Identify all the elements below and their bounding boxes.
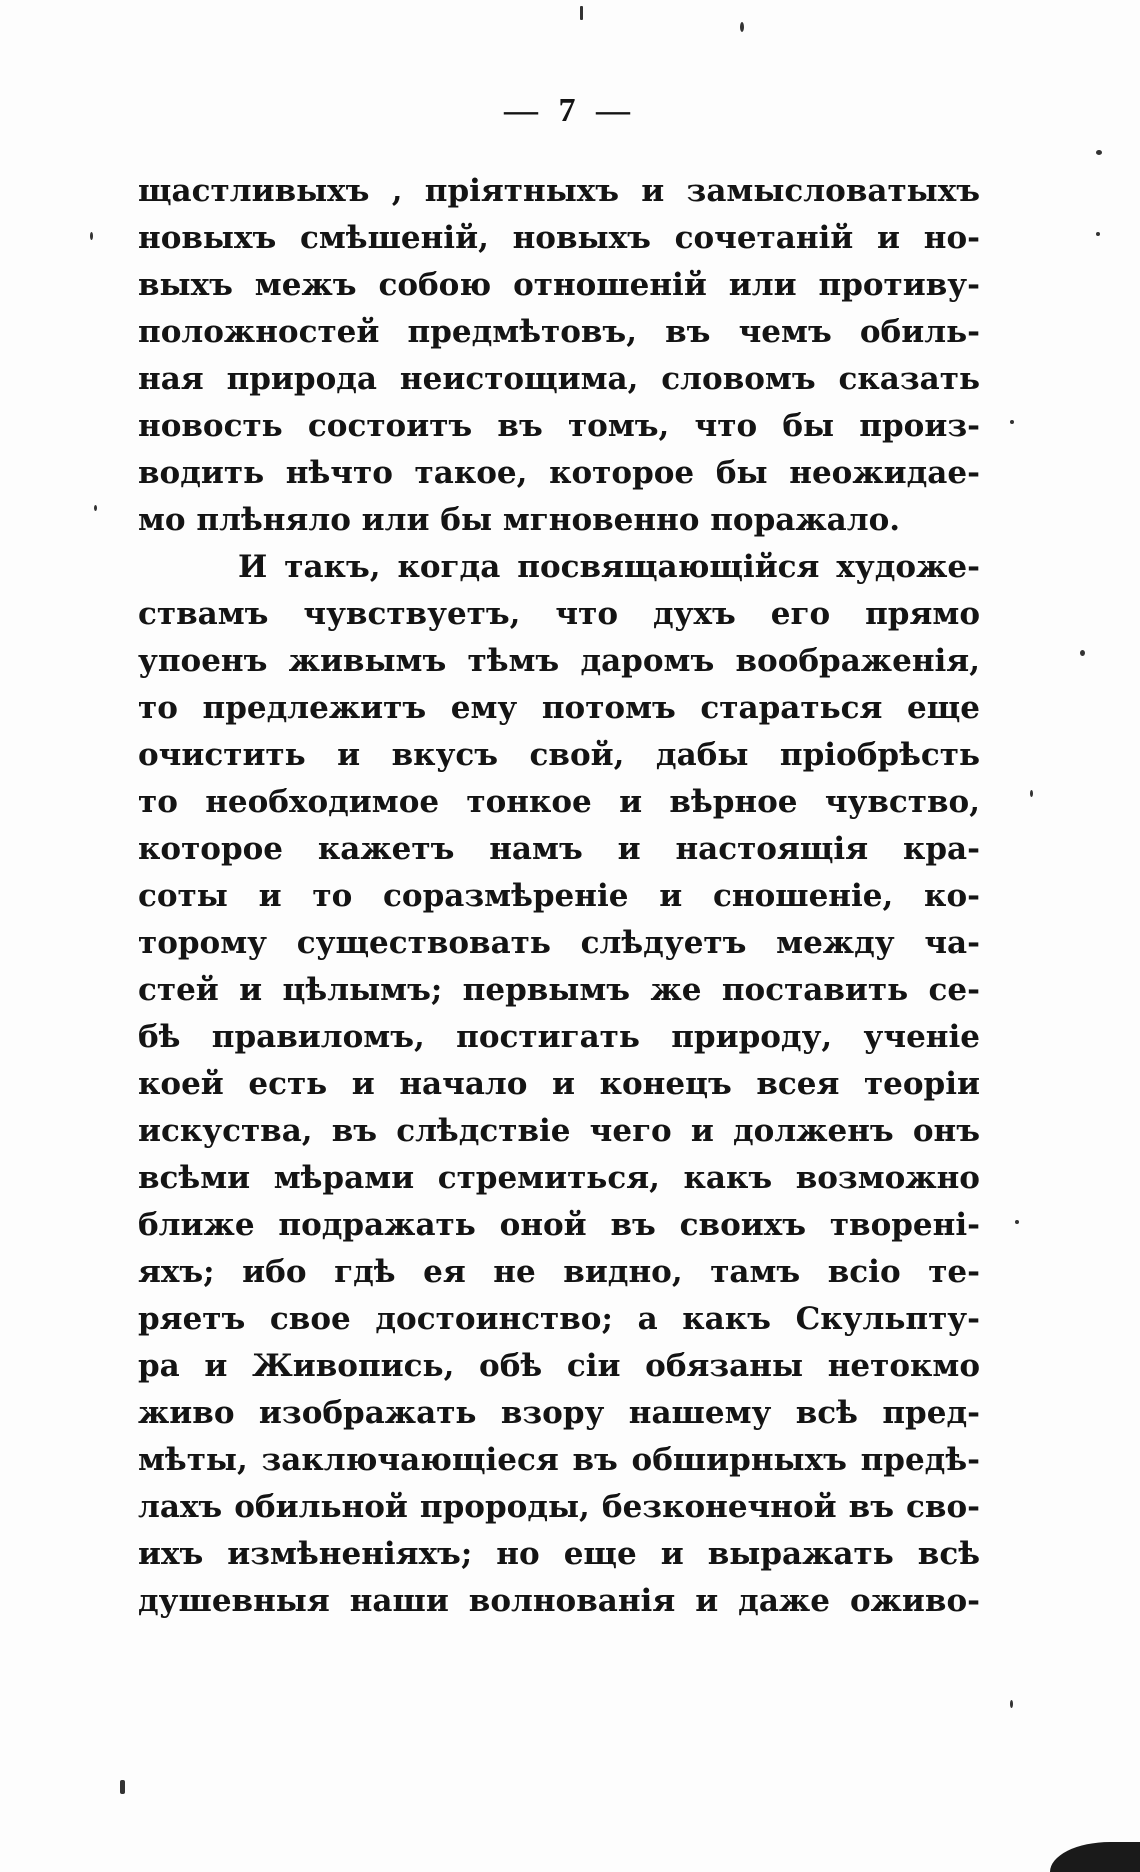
text-line: ная природа неистощима, словомъ сказать: [138, 361, 980, 397]
text-line: ближе подражать оной въ своихъ творені-: [138, 1207, 980, 1243]
page-number: — 7 —: [504, 92, 636, 129]
text-line: соты и то соразмѣреніе и сношеніе, ко-: [138, 878, 980, 914]
text-line: ряетъ свое достоинство; а какъ Скульпту-: [138, 1301, 980, 1337]
body-text: [138, 168, 980, 1625]
text-line: мо плѣняло или бы мгновенно поражало.: [138, 502, 901, 538]
text-line: то предлежитъ ему потомъ стараться еще: [138, 690, 980, 726]
text-line: водить нѣчто такое, которое бы неожидае-: [138, 455, 980, 491]
text-line: щастливыхъ , пріятныхъ и замысловатыхъ: [138, 173, 980, 209]
text-line: искуства, въ слѣдствіе чего и долженъ онъ: [138, 1113, 980, 1149]
text-line: ра и Живопись, обѣ сіи обязаны нетокмо: [138, 1348, 980, 1384]
ink-smudge: [1050, 1842, 1140, 1872]
text-line: стей и цѣлымъ; первымъ же поставить се-: [138, 972, 980, 1008]
text-line: торому существовать слѣдуетъ между ча-: [138, 925, 980, 961]
text-line: душевныя наши волнованія и даже оживо-: [138, 1583, 980, 1619]
text-line: новыхъ смѣшеній, новыхъ сочетаній и но-: [138, 220, 980, 256]
text-line: упоенъ живымъ тѣмъ даромъ воображенія,: [138, 643, 980, 679]
text-line: мѣты, заключающіеся въ обширныхъ предѣ-: [138, 1442, 980, 1478]
text-line: очистить и вкусъ свой, дабы пріобрѣсть: [138, 737, 980, 773]
text-line: живо изображать взору нашему всѣ пред-: [138, 1395, 980, 1431]
text-line: положностей предмѣтовъ, въ чемъ обиль-: [138, 314, 980, 350]
text-line: коей есть и начало и конецъ всея теоріи: [138, 1066, 980, 1102]
text-line: ихъ измѣненіяхъ; но еще и выражать всѣ: [138, 1536, 980, 1572]
text-line: ствамъ чувствуетъ, что духъ его прямо: [138, 596, 980, 632]
text-line: бѣ правиломъ, постигать природу, ученіе: [138, 1019, 980, 1055]
text-line: яхъ; ибо гдѣ ея не видно, тамъ всіо те-: [138, 1254, 980, 1290]
text-line: выхъ межъ собою отношеній или противу-: [138, 267, 980, 303]
text-line: лахъ обильной пророды, безконечной въ сво-: [138, 1489, 980, 1525]
text-line: И такъ, когда посвящающійся художе-: [238, 549, 980, 585]
text-line: новость состоитъ въ томъ, что бы произ-: [138, 408, 980, 444]
text-line: то необходимое тонкое и вѣрное чувство,: [138, 784, 980, 820]
text-line: всѣми мѣрами стремиться, какъ возможно: [138, 1160, 980, 1196]
text-line: которое кажетъ намъ и настоящія кра-: [138, 831, 980, 867]
